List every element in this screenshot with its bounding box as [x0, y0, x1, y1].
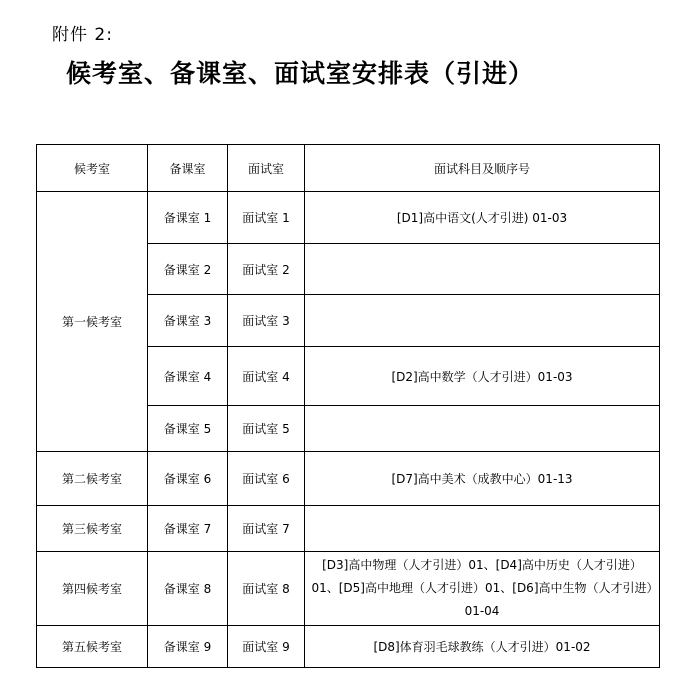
subject-cell — [305, 244, 660, 295]
waiting-room-cell: 第五候考室 — [37, 626, 148, 668]
schedule-table — [36, 144, 660, 668]
prep-room-cell: 备课室 2 — [148, 244, 228, 295]
subject-cell — [305, 295, 660, 347]
table-row — [37, 626, 660, 668]
prep-room-cell: 备课室 6 — [148, 452, 228, 506]
table-header-row — [37, 145, 660, 192]
subject-cell — [305, 506, 660, 552]
waiting-room-cell: 第三候考室 — [37, 506, 148, 552]
document-title: 候考室、备课室、面试室安排表（引进） — [66, 59, 535, 88]
prep-room-cell: 备课室 3 — [148, 295, 228, 347]
prep-room-cell: 备课室 8 — [148, 552, 228, 626]
interview-room-cell: 面试室 5 — [228, 406, 305, 452]
subject-cell: [D8]体育羽毛球教练（人才引进）01-02 — [305, 626, 660, 668]
subject-cell: [D7]高中美术（成教中心）01-13 — [305, 452, 660, 506]
table-row — [37, 192, 660, 244]
header-subject: 面试科目及顺序号 — [305, 145, 660, 192]
prep-room-cell: 备课室 4 — [148, 347, 228, 406]
subject-cell: [D2]高中数学（人才引进）01-03 — [305, 347, 660, 406]
prep-room-cell: 备课室 1 — [148, 192, 228, 244]
interview-room-cell: 面试室 2 — [228, 244, 305, 295]
prep-room-cell: 备课室 5 — [148, 406, 228, 452]
header-waiting-room: 候考室 — [37, 145, 148, 192]
table-row — [37, 452, 660, 506]
attachment-label: 附件 2: — [52, 25, 113, 45]
table-row — [37, 506, 660, 552]
header-interview-room: 面试室 — [228, 145, 305, 192]
header-prep-room: 备课室 — [148, 145, 228, 192]
interview-room-cell: 面试室 7 — [228, 506, 305, 552]
waiting-room-cell: 第一候考室 — [37, 192, 148, 452]
interview-room-cell: 面试室 8 — [228, 552, 305, 626]
waiting-room-cell: 第二候考室 — [37, 452, 148, 506]
interview-room-cell: 面试室 9 — [228, 626, 305, 668]
prep-room-cell: 备课室 9 — [148, 626, 228, 668]
subject-cell: [D1]高中语文(人才引进) 01-03 — [305, 192, 660, 244]
interview-room-cell: 面试室 6 — [228, 452, 305, 506]
interview-room-cell: 面试室 3 — [228, 295, 305, 347]
interview-room-cell: 面试室 1 — [228, 192, 305, 244]
waiting-room-cell: 第四候考室 — [37, 552, 148, 626]
prep-room-cell: 备课室 7 — [148, 506, 228, 552]
subject-cell — [305, 406, 660, 452]
table-row — [37, 552, 660, 626]
subject-cell: [D3]高中物理（人才引进）01、[D4]高中历史（人才引进）01、[D5]高中地理（人才引进）01、[D6]高中生物（人才引进）01-04 — [305, 552, 660, 626]
interview-room-cell: 面试室 4 — [228, 347, 305, 406]
